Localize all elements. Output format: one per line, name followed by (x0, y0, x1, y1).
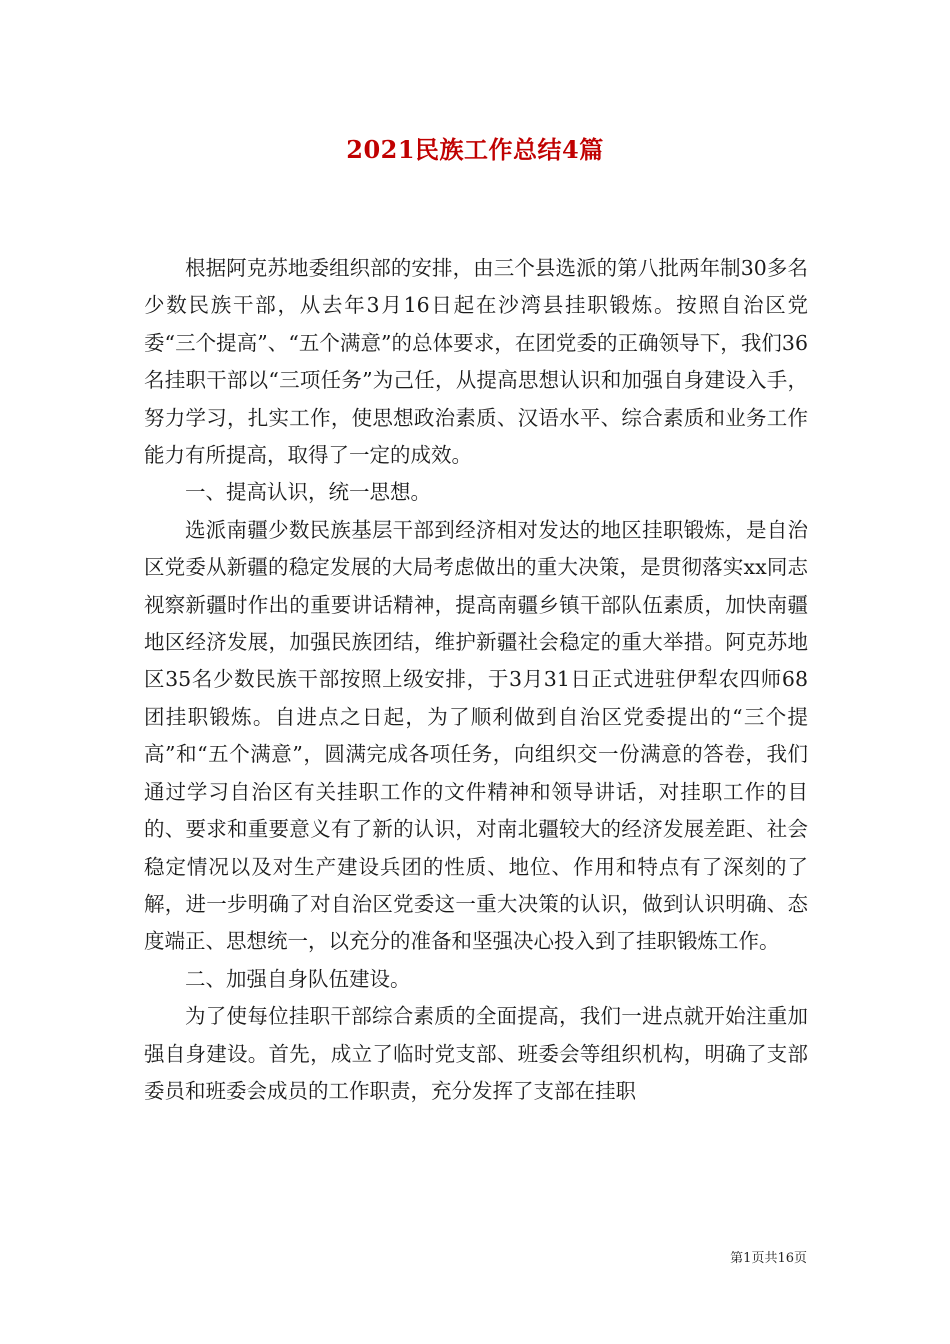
document-title: 2021民族工作总结4篇 (346, 135, 604, 164)
page-number-footer: 第1页共16页 (730, 1251, 807, 1266)
paragraph-section-1: 选派南疆少数民族基层干部到经济相对发达的地区挂职锻炼，是自治区党委从新疆的稳定发展的大局考虑做出的重大决策，是贯彻落实xx同志视察新疆时作出的重要讲话精神，提高南疆乡镇干部队伍素质，加快南疆地区经济发展，加强民族团结，维护新疆社会稳定的重大举措。阿克苏地区35名少数民族干部按照上级安排，于3月31日正式进驻伊犁农四师68团挂职锻炼。自进点之日起，为了顺利做到自治区党委提出的“三个提高”和“五个满意”，圆满完成各项任务，向组织交一份满意的答卷，我们通过学习自治区有关挂职工作的文件精神和领导讲话，对挂职工作的目的、要求和重要意义有了新的认识，对南北疆较大的经济发展差距、社会稳定情况以及对生产建设兵团的性质、地位、作用和特点有了深刻的了解，进一步明确了对自治区党委这一重大决策的认识，做到认识明确、态度端正、思想统一，以充分的准备和坚强决心投入到了挂职锻炼工作。 (144, 517, 808, 954)
paragraph-intro: 根据阿克苏地委组织部的安排，由三个县选派的第八批两年制30多名少数民族干部，从去年3月16日起在沙湾县挂职锻炼。按照自治区党委“三个提高”、“五个满意”的总体要求，在团党委的正确领导下，我们36名挂职干部以“三项任务”为己任，从提高思想认识和加强自身建设入手，努力学习，扎实工作，使思想政治素质、汉语水平、综合素质和业务工作能力有所提高，取得了一定的成效。 (144, 256, 808, 468)
paragraph-section-2: 为了使每位挂职干部综合素质的全面提高，我们一进点就开始注重加强自身建设。首先，成立了临时党支部、班委会等组织机构，明确了支部委员和班委会成员的工作职责，充分发挥了支部在挂职 (144, 1004, 808, 1103)
document-body (144, 250, 808, 1110)
section-heading-1: 一、提高认识，统一思想。 (185, 480, 431, 505)
section-heading-2: 二、加强自身队伍建设。 (185, 966, 411, 991)
